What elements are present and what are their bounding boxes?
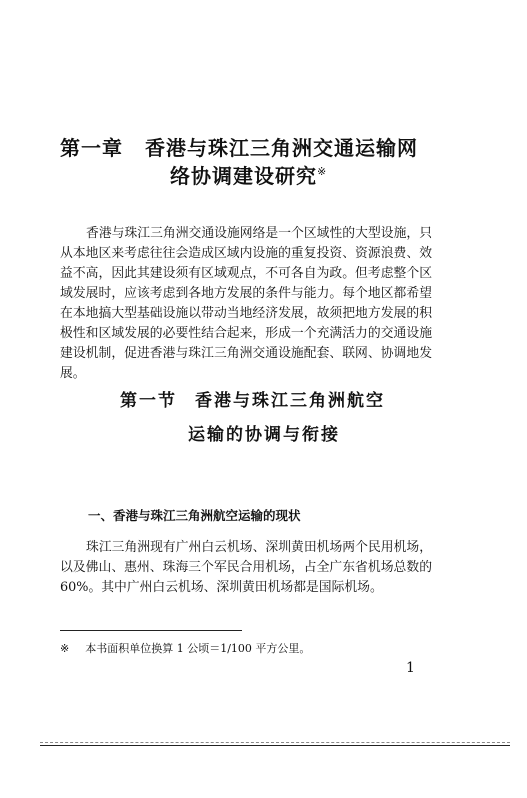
footnote	[60, 640, 310, 656]
footnote-reference-mark: ※	[317, 165, 328, 178]
scan-edge-line-faint	[40, 742, 510, 743]
footnote-divider	[60, 630, 242, 631]
chapter-title-line-1	[60, 134, 480, 162]
footnote-mark: ※	[60, 642, 70, 655]
chapter-number: 第一章	[60, 136, 123, 160]
chapter-title-text-2: 络协调建设研究	[170, 164, 317, 188]
section-title-text-1: 香港与珠江三角洲航空	[195, 391, 385, 411]
section-title-line-1	[120, 391, 385, 411]
section-title	[120, 384, 385, 452]
airport-paragraph: 珠江三角洲现有广州白云机场、深圳黄田机场两个民用机场，以及佛山、惠州、珠海三个军民合用机场，占全广东省机场总数的60%。其中广州白云机场、深圳黄田机场都是国际机场。	[60, 540, 432, 595]
page-number: 1	[406, 660, 415, 676]
section-number: 第一节	[120, 391, 177, 411]
scan-edge-line	[40, 745, 510, 746]
chapter-title	[60, 134, 480, 190]
intro-paragraph: 香港与珠江三角洲交通设施网络是一个区域性的大型设施，只从本地区来考虑往往会造成区域内设施的重复投资、资源浪费、效益不高，因此其建设须有区域观点，不可各自为政。但考虑整个区域发展时，应该考虑到各地方发展的条件与能力。每个地区都希望在本地搞大型基础设施以带动当地经济发展，故须把地方发展的积极性和区域发展的必要性结合起来，形成一个充满活力的交通设施建设机制，促进香港与珠江三角洲交通设施配套、联网、协调地发展。	[60, 226, 432, 381]
subsection-heading: 一、香港与珠江三角洲航空运输的现状	[88, 508, 301, 523]
footnote-text: 本书面积单位换算 1 公顷＝1/100 平方公里。	[85, 642, 311, 655]
chapter-title-text-1: 香港与珠江三角洲交通运输网	[145, 136, 418, 160]
section-title-text-2: 运输的协调与衔接	[188, 425, 340, 445]
chapter-title-line-2	[60, 162, 480, 190]
